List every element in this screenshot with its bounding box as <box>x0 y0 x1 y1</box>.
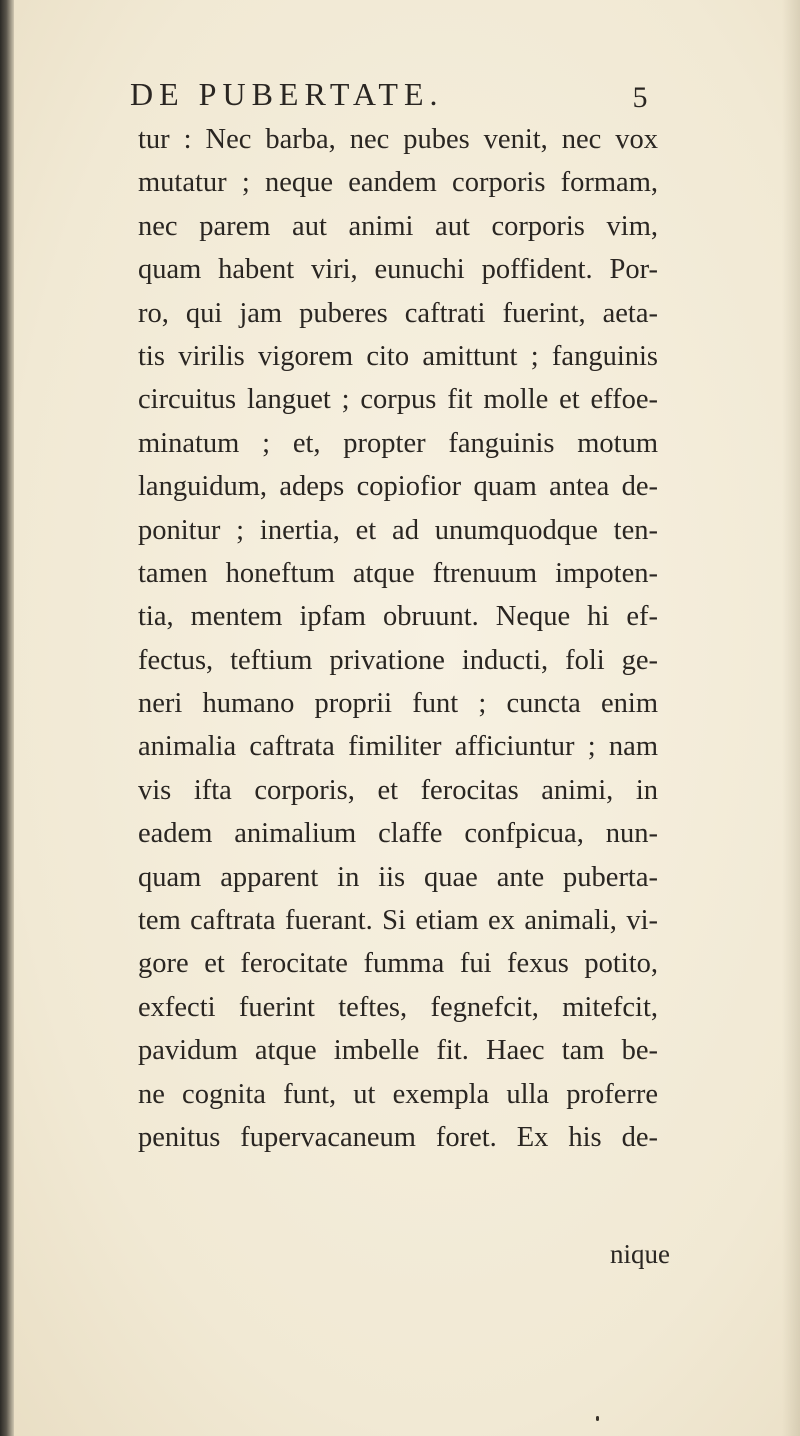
text-line: tem caftrata fuerant. Si etiam ex animali, vi- <box>138 905 658 937</box>
text-line: languidum, adeps copiofior quam antea de- <box>138 471 658 503</box>
text-line: fectus, teftium privatione inducti, foli ge- <box>138 644 658 676</box>
text-line: nec parem aut animi aut corporis vim, <box>138 210 658 242</box>
catchword: nique <box>610 1239 670 1269</box>
text-line: quam habent viri, eunuchi poffident. Por- <box>138 254 658 286</box>
text-line: tis virilis vigorem cito amittunt ; fanguinis <box>138 340 658 372</box>
text-line: exfecti fuerint teftes, fegnefcit, mitefcit, <box>138 991 658 1023</box>
text-line: penitus fupervacaneum foret. Ex his de- <box>138 1121 658 1153</box>
text-line: tur : Nec barba, nec pubes venit, nec vox <box>138 124 658 155</box>
text-line: minatum ; et, propter fanguinis motum <box>138 427 658 459</box>
page-number: 5 <box>632 81 648 114</box>
text-line: quam apparent in iis quae ante puberta- <box>138 861 658 893</box>
body-text <box>138 118 658 1159</box>
running-head-title: DE PUBERTATE. <box>130 76 444 112</box>
page-edge-shadow <box>782 0 800 1436</box>
binding-edge <box>0 0 14 1436</box>
text-line: vis ifta corporis, et ferocitas animi, in <box>138 774 658 806</box>
text-line: animalia caftrata fimiliter afficiuntur ; nam <box>138 731 658 763</box>
text-line: tia, mentem ipfam obruunt. Neque hi ef- <box>138 601 658 633</box>
text-line: neri humano proprii funt ; cuncta enim <box>138 688 658 720</box>
text-line: tamen honeftum atque ftrenuum impoten- <box>138 557 658 589</box>
text-line: gore et ferocitate fumma fui fexus potito, <box>138 948 658 980</box>
text-line: ro, qui jam puberes caftrati fuerint, aeta- <box>138 297 658 329</box>
text-line: pavidum atque imbelle fit. Haec tam be- <box>138 1035 658 1067</box>
ink-speck <box>596 1416 599 1421</box>
text-line: circuitus languet ; corpus fit molle et effoe- <box>138 384 658 416</box>
text-line: eadem animalium claffe confpicua, nun- <box>138 818 658 850</box>
text-line: mutatur ; neque eandem corporis formam, <box>138 167 658 199</box>
text-line: ponitur ; inertia, et ad unumquodque ten- <box>138 514 658 546</box>
text-line: ne cognita funt, ut exempla ulla proferre <box>138 1078 658 1110</box>
